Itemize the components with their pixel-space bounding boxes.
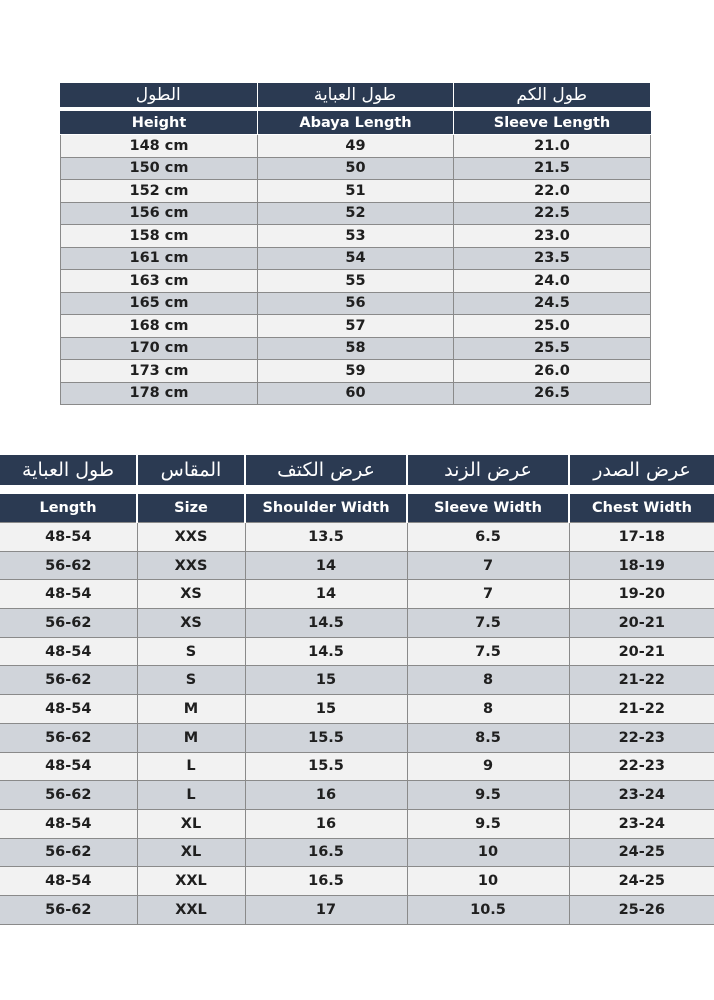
table-row <box>0 781 714 810</box>
table-cell: XXL <box>137 895 245 924</box>
table-cell: 23-24 <box>569 809 714 838</box>
table-cell: 24-25 <box>569 838 714 867</box>
column-header-height: Height <box>61 112 258 135</box>
table-cell: 10 <box>407 838 569 867</box>
table-cell: 24.5 <box>454 292 651 315</box>
table-row <box>61 157 651 180</box>
table-row <box>61 180 651 203</box>
table-cell: 8.5 <box>407 723 569 752</box>
table-row <box>0 838 714 867</box>
table-cell: 23.5 <box>454 247 651 270</box>
table-cell: 56-62 <box>0 838 137 867</box>
table-cell: L <box>137 752 245 781</box>
table-cell: 6.5 <box>407 523 569 552</box>
table-cell: 21-22 <box>569 666 714 695</box>
table-cell: 178 cm <box>61 382 258 405</box>
table-cell: 17-18 <box>569 523 714 552</box>
arabic-header-row <box>60 83 650 107</box>
arabic-header-cell: طول العباية <box>257 83 453 107</box>
table-cell: 56-62 <box>0 723 137 752</box>
table-cell: M <box>137 723 245 752</box>
table-cell: 55 <box>258 270 454 293</box>
table-cell: 25.0 <box>454 315 651 338</box>
table-cell: 10.5 <box>407 895 569 924</box>
table-cell: 53 <box>258 225 454 248</box>
table-cell: 15 <box>245 666 407 695</box>
table-row <box>61 360 651 383</box>
table-cell: 7 <box>407 580 569 609</box>
table-cell: 56-62 <box>0 666 137 695</box>
table-row <box>0 523 714 552</box>
table-cell: 168 cm <box>61 315 258 338</box>
size-table-arabic-header <box>0 455 714 485</box>
table-row <box>61 382 651 405</box>
table-cell: 57 <box>258 315 454 338</box>
table-row <box>61 315 651 338</box>
table-cell: 16.5 <box>245 867 407 896</box>
column-header-chest-width: Chest Width <box>569 494 714 523</box>
table-cell: 48-54 <box>0 523 137 552</box>
table-cell: M <box>137 695 245 724</box>
table-cell: 22.0 <box>454 180 651 203</box>
table-cell: 48-54 <box>0 867 137 896</box>
table-cell: 7 <box>407 551 569 580</box>
table-cell: 21.5 <box>454 157 651 180</box>
table-cell: 48-54 <box>0 637 137 666</box>
table-cell: 9.5 <box>407 809 569 838</box>
table-cell: 14 <box>245 551 407 580</box>
table-cell: 20-21 <box>569 637 714 666</box>
column-header-shoulder-width: Shoulder Width <box>245 494 407 523</box>
table-cell: 165 cm <box>61 292 258 315</box>
table-cell: 23.0 <box>454 225 651 248</box>
arabic-header-cell: عرض الصدر <box>569 455 714 485</box>
table-cell: 19-20 <box>569 580 714 609</box>
table-cell: 156 cm <box>61 202 258 225</box>
table-cell: S <box>137 666 245 695</box>
table-cell: 148 cm <box>61 135 258 158</box>
table-cell: 21-22 <box>569 695 714 724</box>
arabic-header-cell: المقاس <box>137 455 245 485</box>
height-size-table <box>60 111 651 405</box>
table-cell: 24.0 <box>454 270 651 293</box>
table-cell: 49 <box>258 135 454 158</box>
table-row <box>0 666 714 695</box>
table-cell: 7.5 <box>407 609 569 638</box>
table-cell: 56-62 <box>0 551 137 580</box>
table-cell: XXL <box>137 867 245 896</box>
table-cell: 16.5 <box>245 838 407 867</box>
table-header-row <box>0 494 714 523</box>
table-cell: XS <box>137 580 245 609</box>
table-row <box>0 895 714 924</box>
table-cell: 18-19 <box>569 551 714 580</box>
table-cell: 22.5 <box>454 202 651 225</box>
arabic-header-cell: طول العباية <box>0 455 137 485</box>
table-cell: 25.5 <box>454 337 651 360</box>
table-cell: 170 cm <box>61 337 258 360</box>
table-cell: 48-54 <box>0 809 137 838</box>
table-row <box>61 247 651 270</box>
table-cell: 56-62 <box>0 895 137 924</box>
table-cell: 51 <box>258 180 454 203</box>
table-cell: 21.0 <box>454 135 651 158</box>
table-cell: 25-26 <box>569 895 714 924</box>
table-cell: 56-62 <box>0 781 137 810</box>
table-cell: 56 <box>258 292 454 315</box>
table-cell: 8 <box>407 666 569 695</box>
table-cell: XL <box>137 838 245 867</box>
table-cell: 22-23 <box>569 752 714 781</box>
table-cell: 150 cm <box>61 157 258 180</box>
table-cell: XS <box>137 609 245 638</box>
table-cell: XXS <box>137 523 245 552</box>
height-table-arabic-header <box>60 83 650 107</box>
table-cell: 56-62 <box>0 609 137 638</box>
table-cell: 14.5 <box>245 637 407 666</box>
table-cell: 24-25 <box>569 867 714 896</box>
height-table-body <box>61 135 651 405</box>
column-header-size: Size <box>137 494 245 523</box>
table-cell: 9.5 <box>407 781 569 810</box>
table-row <box>0 637 714 666</box>
table-cell: 173 cm <box>61 360 258 383</box>
table-cell: 163 cm <box>61 270 258 293</box>
table-cell: 161 cm <box>61 247 258 270</box>
table-cell: 7.5 <box>407 637 569 666</box>
table-cell: 52 <box>258 202 454 225</box>
column-header-sleeve-width: Sleeve Width <box>407 494 569 523</box>
table-row <box>0 752 714 781</box>
table-cell: 59 <box>258 360 454 383</box>
table-cell: 158 cm <box>61 225 258 248</box>
table-cell: 17 <box>245 895 407 924</box>
table-cell: 14 <box>245 580 407 609</box>
table-cell: 20-21 <box>569 609 714 638</box>
table-cell: 26.5 <box>454 382 651 405</box>
table-cell: 152 cm <box>61 180 258 203</box>
table-cell: L <box>137 781 245 810</box>
table-cell: 16 <box>245 781 407 810</box>
table-cell: 22-23 <box>569 723 714 752</box>
table-cell: 15 <box>245 695 407 724</box>
table-row <box>61 202 651 225</box>
table-row <box>0 580 714 609</box>
table-cell: 9 <box>407 752 569 781</box>
table-row <box>61 225 651 248</box>
column-header-abaya-length: Abaya Length <box>258 112 454 135</box>
table-cell: 13.5 <box>245 523 407 552</box>
table-cell: 10 <box>407 867 569 896</box>
table-cell: S <box>137 637 245 666</box>
table-cell: 14.5 <box>245 609 407 638</box>
arabic-header-cell: الطول <box>60 83 257 107</box>
table-row <box>0 551 714 580</box>
table-row <box>61 135 651 158</box>
column-header-sleeve-length: Sleeve Length <box>454 112 651 135</box>
table-cell: XXS <box>137 551 245 580</box>
table-cell: 50 <box>258 157 454 180</box>
table-cell: 48-54 <box>0 695 137 724</box>
table-cell: 16 <box>245 809 407 838</box>
table-row <box>61 337 651 360</box>
table-cell: 48-54 <box>0 752 137 781</box>
table-row <box>0 867 714 896</box>
table-row <box>0 809 714 838</box>
table-cell: 26.0 <box>454 360 651 383</box>
arabic-header-row <box>0 455 714 485</box>
table-cell: XL <box>137 809 245 838</box>
table-row <box>0 723 714 752</box>
arabic-header-cell: عرض الزند <box>407 455 569 485</box>
arabic-header-cell: طول الكم <box>453 83 650 107</box>
arabic-header-cell: عرض الكتف <box>245 455 407 485</box>
table-header-row <box>61 112 651 135</box>
size-table-body <box>0 523 714 925</box>
table-cell: 15.5 <box>245 723 407 752</box>
table-row <box>0 695 714 724</box>
table-cell: 54 <box>258 247 454 270</box>
table-cell: 60 <box>258 382 454 405</box>
table-cell: 23-24 <box>569 781 714 810</box>
table-cell: 58 <box>258 337 454 360</box>
table-cell: 8 <box>407 695 569 724</box>
size-measurement-table <box>0 494 714 925</box>
table-row <box>61 270 651 293</box>
table-row <box>61 292 651 315</box>
table-row <box>0 609 714 638</box>
table-cell: 48-54 <box>0 580 137 609</box>
table-cell: 15.5 <box>245 752 407 781</box>
column-header-length: Length <box>0 494 137 523</box>
